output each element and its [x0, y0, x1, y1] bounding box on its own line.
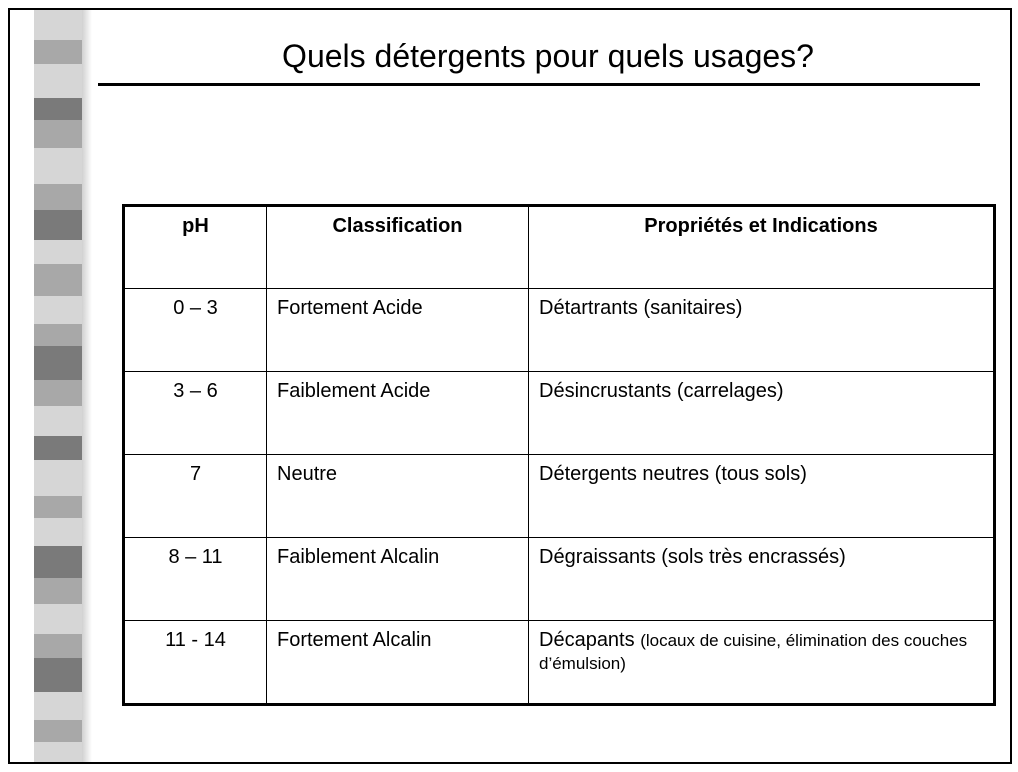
strip-block — [34, 40, 82, 64]
cell-indication: Dégraissants (sols très encrassés) — [529, 538, 995, 621]
strip-block — [34, 210, 82, 240]
table-row — [124, 621, 995, 705]
cell-classification: Faiblement Acide — [267, 372, 529, 455]
strip-block — [34, 346, 82, 380]
strip-block — [34, 120, 82, 148]
strip-block — [34, 148, 82, 184]
strip-block — [34, 658, 82, 692]
strip-block — [34, 380, 82, 406]
cell-ph: 11 - 14 — [124, 621, 267, 705]
cell-classification: Faiblement Alcalin — [267, 538, 529, 621]
header-ph: pH — [124, 206, 267, 289]
cell-ph: 0 – 3 — [124, 289, 267, 372]
indication-note: (locaux de cuisine, élimination des couches d’émulsion) — [539, 631, 968, 673]
strip-block — [34, 692, 82, 720]
detergent-table — [122, 204, 996, 706]
header-indications: Propriétés et Indications — [529, 206, 995, 289]
strip-block — [34, 64, 82, 98]
header-classification: Classification — [267, 206, 529, 289]
table-row — [124, 372, 995, 455]
table-row — [124, 455, 995, 538]
slide — [8, 8, 1012, 764]
strip-block — [34, 604, 82, 634]
cell-indication: Détartrants (sanitaires) — [529, 289, 995, 372]
strip-block — [34, 324, 82, 346]
cell-ph: 8 – 11 — [124, 538, 267, 621]
cell-classification: Neutre — [267, 455, 529, 538]
strip-block — [34, 10, 82, 40]
indication-main: Décapants — [539, 629, 635, 651]
strip-block — [34, 578, 82, 604]
slide-title: Quels détergents pour quels usages? — [282, 38, 814, 74]
cell-ph: 3 – 6 — [124, 372, 267, 455]
strip-block — [34, 184, 82, 210]
strip-block — [34, 460, 82, 496]
cell-indication: Détergents neutres (tous sols) — [529, 455, 995, 538]
table-row — [124, 289, 995, 372]
cell-classification: Fortement Alcalin — [267, 621, 529, 705]
cell-ph: 7 — [124, 455, 267, 538]
table-row — [124, 538, 995, 621]
strip-block — [34, 720, 82, 742]
title-underline — [98, 83, 980, 86]
strip-shadow — [82, 10, 92, 762]
strip-block — [34, 634, 82, 658]
strip-block — [34, 496, 82, 518]
strip-block — [34, 98, 82, 120]
strip-block — [34, 546, 82, 578]
strip-block — [34, 518, 82, 546]
strip-block — [34, 240, 82, 264]
strip-block — [34, 264, 82, 296]
strip-block — [34, 742, 82, 764]
strip-block — [34, 436, 82, 460]
strip-block — [34, 296, 82, 324]
decorative-strip — [34, 10, 82, 762]
cell-indication: Désincrustants (carrelages) — [529, 372, 995, 455]
table-header-row — [124, 206, 995, 289]
cell-indication — [529, 621, 995, 705]
cell-classification: Fortement Acide — [267, 289, 529, 372]
strip-block — [34, 406, 82, 436]
